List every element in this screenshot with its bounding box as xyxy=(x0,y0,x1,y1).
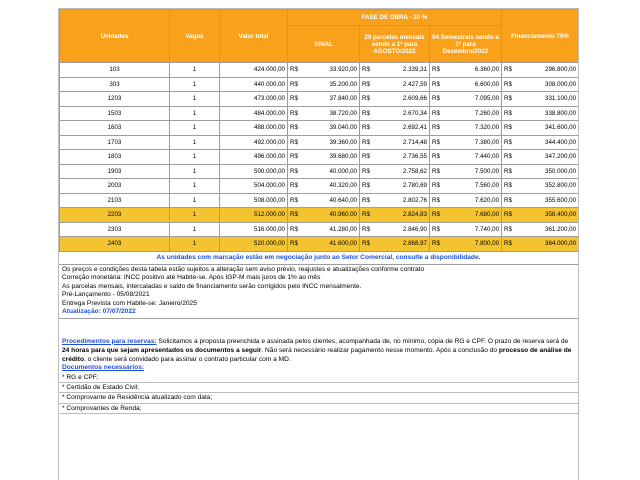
table-row xyxy=(60,237,579,252)
currency-cell: R$ xyxy=(502,179,514,194)
note-line: Entrega Prevista com Habite-se: Janeiro/2025 xyxy=(62,299,197,307)
currency-cell: R$ xyxy=(502,222,514,237)
mensal-cell: 2.868,97 xyxy=(372,237,430,252)
vagas-cell: 1 xyxy=(170,179,220,194)
currency-cell: R$ xyxy=(502,77,514,92)
currency-cell: R$ xyxy=(430,92,442,107)
sinal-cell: 40.320,00 xyxy=(300,179,360,194)
currency-cell: R$ xyxy=(502,121,514,136)
currency-cell: R$ xyxy=(360,164,372,179)
vagas-cell: 1 xyxy=(170,193,220,208)
currency-cell: R$ xyxy=(288,106,300,121)
mensal-cell: 2.609,66 xyxy=(372,92,430,107)
currency-cell: R$ xyxy=(430,106,442,121)
financiamento-cell: 296.800,00 xyxy=(514,63,579,78)
currency-cell: R$ xyxy=(360,135,372,150)
table-row xyxy=(60,179,579,194)
procedures-bold: 24 horas para que sejam apresentados os documentos a seguir xyxy=(62,346,262,354)
financiamento-cell: 344.400,00 xyxy=(514,135,579,150)
semestral-cell: 6.600,00 xyxy=(442,77,502,92)
currency-cell: R$ xyxy=(288,237,300,252)
currency-cell: R$ xyxy=(430,164,442,179)
mensal-cell: 2.758,62 xyxy=(372,164,430,179)
financiamento-cell: 331.100,00 xyxy=(514,92,579,107)
currency-cell: R$ xyxy=(288,150,300,165)
semestral-cell: 7.740,00 xyxy=(442,222,502,237)
note-line: Pré-Lançamento - 05/08/2021 xyxy=(62,291,150,298)
procedures-text: Solicitamos a proposta preenchida e assinada pelos clientes, acompanhada de, no mínimo, cópia de RG e CPF. O prazo de reserva será de xyxy=(156,337,569,345)
currency-cell: R$ xyxy=(502,150,514,165)
currency-cell: R$ xyxy=(360,179,372,194)
note-line: Os preços e condições desta tabela estão sujeitos a alteração sem aviso prévio, reajustes e atualizações conforme contrato xyxy=(62,265,425,273)
semestral-cell: 6.360,00 xyxy=(442,63,502,78)
currency-cell: R$ xyxy=(288,179,300,194)
table-row xyxy=(60,222,579,237)
vagas-cell: 1 xyxy=(170,77,220,92)
currency-cell: R$ xyxy=(502,208,514,223)
currency-cell: R$ xyxy=(360,106,372,121)
procedures-text: , o cliente será convidado para assinar o contrato particular com a MD. xyxy=(83,356,291,364)
semestral-cell: 7.380,00 xyxy=(442,135,502,150)
financiamento-cell: 341.600,00 xyxy=(514,121,579,136)
document-item: * RG e CPF; xyxy=(59,373,578,383)
total-cell: 488.000,00 xyxy=(220,121,288,136)
sinal-cell: 38.720,00 xyxy=(300,106,360,121)
total-cell: 520.000,00 xyxy=(220,237,288,252)
header-unidades: Unidades xyxy=(60,10,170,63)
total-cell: 473.000,00 xyxy=(220,92,288,107)
currency-cell: R$ xyxy=(288,63,300,78)
sinal-cell: 33.920,00 xyxy=(300,63,360,78)
sinal-cell: 40.640,00 xyxy=(300,193,360,208)
header-valor-total: Valor total xyxy=(220,10,288,63)
currency-cell: R$ xyxy=(430,77,442,92)
financiamento-cell: 350.000,00 xyxy=(514,164,579,179)
vagas-cell: 1 xyxy=(170,92,220,107)
currency-cell: R$ xyxy=(288,135,300,150)
semestral-cell: 7.095,00 xyxy=(442,92,502,107)
table-row xyxy=(60,92,579,107)
semestral-cell: 7.620,00 xyxy=(442,193,502,208)
table-row xyxy=(60,121,579,136)
currency-cell: R$ xyxy=(288,222,300,237)
vagas-cell: 1 xyxy=(170,222,220,237)
total-cell: 516.000,00 xyxy=(220,222,288,237)
currency-cell: R$ xyxy=(360,222,372,237)
table-body xyxy=(60,63,579,252)
semestral-cell: 7.260,00 xyxy=(442,106,502,121)
unit-cell: 1803 xyxy=(60,150,170,165)
procedures-label: Procedimentos para reservas: xyxy=(62,337,157,345)
currency-cell: R$ xyxy=(288,121,300,136)
total-cell: 504.000,00 xyxy=(220,179,288,194)
vagas-cell: 1 xyxy=(170,63,220,78)
total-cell: 484.000,00 xyxy=(220,106,288,121)
unit-cell: 1603 xyxy=(60,121,170,136)
procedures-paragraph xyxy=(62,337,575,365)
vagas-cell: 1 xyxy=(170,208,220,223)
semestral-cell: 7.560,00 xyxy=(442,179,502,194)
unit-cell: 2403 xyxy=(60,237,170,252)
financiamento-cell: 358.400,00 xyxy=(514,208,579,223)
unit-cell: 1203 xyxy=(60,92,170,107)
update-date: Atualização: 07/07/2022 xyxy=(62,308,136,315)
mensal-cell: 2.824,83 xyxy=(372,208,430,223)
sinal-cell: 40.000,00 xyxy=(300,164,360,179)
currency-cell: R$ xyxy=(502,164,514,179)
total-cell: 424.000,00 xyxy=(220,63,288,78)
currency-cell: R$ xyxy=(430,150,442,165)
vagas-cell: 1 xyxy=(170,164,220,179)
financiamento-cell: 347.200,00 xyxy=(514,150,579,165)
header-vagas: Vagas xyxy=(170,10,220,63)
documents-title: Documentos necessários: xyxy=(62,364,145,372)
semestral-cell: 7.800,00 xyxy=(442,237,502,252)
unit-cell: 1703 xyxy=(60,135,170,150)
sinal-cell: 40.960,00 xyxy=(300,208,360,223)
vagas-cell: 1 xyxy=(170,237,220,252)
header-fase-obra: FASE DE OBRA - 30 % xyxy=(288,10,502,26)
sinal-cell: 39.680,00 xyxy=(300,150,360,165)
currency-cell: R$ xyxy=(360,92,372,107)
semestral-cell: 7.500,00 xyxy=(442,164,502,179)
table-row xyxy=(60,106,579,121)
financiamento-cell: 352.800,00 xyxy=(514,179,579,194)
currency-cell: R$ xyxy=(360,121,372,136)
currency-cell: R$ xyxy=(430,208,442,223)
sinal-cell: 39.360,00 xyxy=(300,135,360,150)
currency-cell: R$ xyxy=(502,237,514,252)
unit-cell: 2003 xyxy=(60,179,170,194)
total-cell: 496.000,00 xyxy=(220,150,288,165)
currency-cell: R$ xyxy=(288,77,300,92)
table-row xyxy=(60,150,579,165)
currency-cell: R$ xyxy=(360,237,372,252)
total-cell: 508.000,00 xyxy=(220,193,288,208)
semestral-cell: 7.680,00 xyxy=(442,208,502,223)
mensal-cell: 2.714,48 xyxy=(372,135,430,150)
currency-cell: R$ xyxy=(502,193,514,208)
document-item: * Certidão de Estado Civil; xyxy=(59,383,578,393)
unit-cell: 1903 xyxy=(60,164,170,179)
unit-cell: 1503 xyxy=(60,106,170,121)
currency-cell: R$ xyxy=(360,193,372,208)
currency-cell: R$ xyxy=(502,92,514,107)
sinal-cell: 39.040,00 xyxy=(300,121,360,136)
mensal-cell: 2.670,34 xyxy=(372,106,430,121)
unit-cell: 2303 xyxy=(60,222,170,237)
table-row xyxy=(60,193,579,208)
currency-cell: R$ xyxy=(360,150,372,165)
mensal-cell: 2.802,76 xyxy=(372,193,430,208)
table-row xyxy=(60,164,579,179)
currency-cell: R$ xyxy=(502,63,514,78)
total-cell: 500.000,00 xyxy=(220,164,288,179)
sinal-cell: 41.600,00 xyxy=(300,237,360,252)
unit-cell: 103 xyxy=(60,63,170,78)
total-cell: 440.000,00 xyxy=(220,77,288,92)
currency-cell: R$ xyxy=(288,208,300,223)
mensal-cell: 2.780,69 xyxy=(372,179,430,194)
financiamento-cell: 364.000,00 xyxy=(514,237,579,252)
currency-cell: R$ xyxy=(360,77,372,92)
currency-cell: R$ xyxy=(430,135,442,150)
financiamento-cell: 355.600,00 xyxy=(514,193,579,208)
currency-cell: R$ xyxy=(288,193,300,208)
currency-cell: R$ xyxy=(430,193,442,208)
currency-cell: R$ xyxy=(360,208,372,223)
currency-cell: R$ xyxy=(502,135,514,150)
unit-cell: 2203 xyxy=(60,208,170,223)
notes-block xyxy=(59,265,578,415)
currency-cell: R$ xyxy=(288,92,300,107)
mensal-cell: 2.846,90 xyxy=(372,222,430,237)
price-table xyxy=(59,9,579,252)
highlight-note: As unidades com marcação estão em negociação junto ao Setor Comercial, consulte a disponibilidade. xyxy=(59,252,578,265)
unit-cell: 2103 xyxy=(60,193,170,208)
vagas-cell: 1 xyxy=(170,150,220,165)
mensal-cell: 2.692,41 xyxy=(372,121,430,136)
sinal-cell: 41.280,00 xyxy=(300,222,360,237)
vagas-cell: 1 xyxy=(170,106,220,121)
documents-list xyxy=(62,373,575,414)
currency-cell: R$ xyxy=(360,63,372,78)
procedures-text: . Não será necessário realizar pagamento nesse momento. Após a conclusão do xyxy=(261,346,499,354)
mensal-cell: 2.339,31 xyxy=(372,63,430,78)
sinal-cell: 35.200,00 xyxy=(300,77,360,92)
table-row xyxy=(60,135,579,150)
sinal-cell: 37.840,00 xyxy=(300,92,360,107)
semestral-cell: 7.440,00 xyxy=(442,150,502,165)
mensal-cell: 2.427,59 xyxy=(372,77,430,92)
currency-cell: R$ xyxy=(430,121,442,136)
note-line: As parcelas mensais, intercaladas e saldo de financiamento serão corrigidos pelo INCC mensalmente. xyxy=(62,282,362,290)
header-semestrais: 04 Semestrais sendo a 1ª para Dezembro/2022 xyxy=(430,26,502,63)
note-line: Correção monetária: INCC positivo até Habite-se. Após IGP-M mais juros de 1% ao mês xyxy=(62,274,321,281)
currency-cell: R$ xyxy=(288,164,300,179)
unit-cell: 303 xyxy=(60,77,170,92)
mensal-cell: 2.736,55 xyxy=(372,150,430,165)
table-row xyxy=(60,63,579,78)
vagas-cell: 1 xyxy=(170,121,220,136)
header-sinal: SINAL xyxy=(288,26,360,63)
header-financiamento: Financiamento 70% xyxy=(502,10,579,63)
total-cell: 512.000,00 xyxy=(220,208,288,223)
price-document xyxy=(58,8,579,480)
currency-cell: R$ xyxy=(430,237,442,252)
currency-cell: R$ xyxy=(430,179,442,194)
table-row xyxy=(60,208,579,223)
currency-cell: R$ xyxy=(430,222,442,237)
financiamento-cell: 338.800,00 xyxy=(514,106,579,121)
header-mensais: 29 parcelas mensais sendo a 1ª para AGOSTO/2022 xyxy=(360,26,430,63)
procedures-bold: processo de análise de crédito xyxy=(62,346,572,364)
semestral-cell: 7.320,00 xyxy=(442,121,502,136)
document-item: * Comprovantes de Renda; xyxy=(59,404,578,414)
document-item: * Comprovante de Residência atualizado com data; xyxy=(59,393,578,403)
financiamento-cell: 308.000,00 xyxy=(514,77,579,92)
currency-cell: R$ xyxy=(430,63,442,78)
vagas-cell: 1 xyxy=(170,135,220,150)
financiamento-cell: 361.200,00 xyxy=(514,222,579,237)
currency-cell: R$ xyxy=(502,106,514,121)
total-cell: 492.000,00 xyxy=(220,135,288,150)
table-row xyxy=(60,77,579,92)
